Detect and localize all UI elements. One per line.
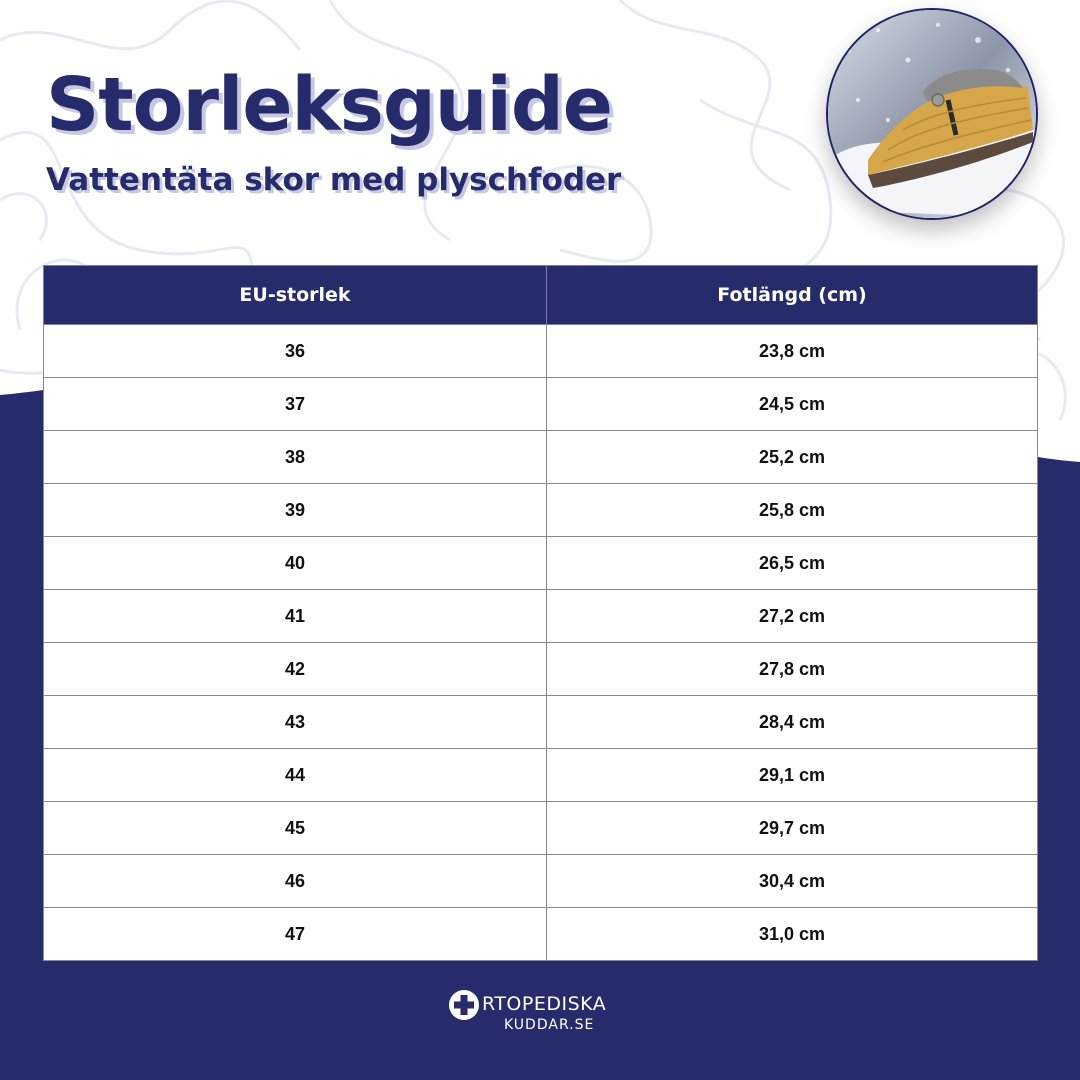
foot-length-cell: 31,0 cm — [547, 908, 1038, 961]
column-header-eu-size: EU-storlek — [44, 266, 547, 325]
eu-size-cell: 39 — [44, 484, 547, 537]
foot-length-cell: 23,8 cm — [547, 325, 1038, 378]
table-row — [44, 431, 1038, 484]
brand-name-line1: RTOPEDISKA — [482, 993, 607, 1015]
table-row — [44, 643, 1038, 696]
table-row — [44, 802, 1038, 855]
eu-size-cell: 44 — [44, 749, 547, 802]
eu-size-cell: 37 — [44, 378, 547, 431]
eu-size-cell: 38 — [44, 431, 547, 484]
foot-length-cell: 27,8 cm — [547, 643, 1038, 696]
eu-size-cell: 40 — [44, 537, 547, 590]
eu-size-cell: 41 — [44, 590, 547, 643]
table-row — [44, 590, 1038, 643]
foot-length-cell: 27,2 cm — [547, 590, 1038, 643]
table-row — [44, 378, 1038, 431]
table-row — [44, 484, 1038, 537]
eu-size-cell: 43 — [44, 696, 547, 749]
table-row — [44, 325, 1038, 378]
table-row — [44, 696, 1038, 749]
eu-size-cell: 46 — [44, 855, 547, 908]
table-row — [44, 908, 1038, 961]
eu-size-cell: 47 — [44, 908, 547, 961]
foot-length-cell: 28,4 cm — [547, 696, 1038, 749]
size-table — [43, 265, 1038, 961]
foot-length-cell: 25,2 cm — [547, 431, 1038, 484]
table-row — [44, 855, 1038, 908]
eu-size-cell: 42 — [44, 643, 547, 696]
foot-length-cell: 30,4 cm — [547, 855, 1038, 908]
medical-cross-icon — [448, 989, 480, 1021]
foot-length-cell: 25,8 cm — [547, 484, 1038, 537]
table-row — [44, 537, 1038, 590]
winter-shoe-image — [826, 8, 1038, 220]
foot-length-cell: 24,5 cm — [547, 378, 1038, 431]
page-title: Storleksguide — [46, 62, 612, 148]
foot-length-cell: 29,1 cm — [547, 749, 1038, 802]
eu-size-cell: 36 — [44, 325, 547, 378]
table-header-row — [44, 266, 1038, 325]
foot-length-cell: 26,5 cm — [547, 537, 1038, 590]
eu-size-cell: 45 — [44, 802, 547, 855]
column-header-foot-length: Fotlängd (cm) — [547, 266, 1038, 325]
page-subtitle: Vattentäta skor med plyschfoder — [46, 162, 622, 198]
foot-length-cell: 29,7 cm — [547, 802, 1038, 855]
brand-logo — [448, 989, 638, 1035]
table-row — [44, 749, 1038, 802]
brand-name-line2: KUDDAR.SE — [504, 1017, 595, 1033]
